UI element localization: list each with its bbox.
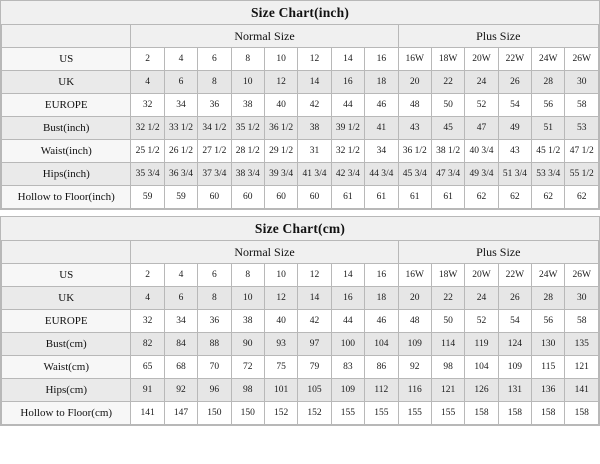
table-cell: 150 bbox=[198, 402, 231, 425]
table-cell: 126 bbox=[465, 379, 498, 402]
table-cell: 72 bbox=[231, 356, 264, 379]
table-cell: 109 bbox=[398, 333, 431, 356]
table-cell: 16 bbox=[365, 264, 398, 287]
table-cell: 18 bbox=[365, 287, 398, 310]
table-cell: 10 bbox=[231, 71, 264, 94]
table-cell: 26 1/2 bbox=[164, 140, 197, 163]
table-cell: 6 bbox=[198, 48, 231, 71]
table-cell: 34 1/2 bbox=[198, 117, 231, 140]
group-header-plus-size: Plus Size bbox=[398, 241, 598, 264]
table-cell: 109 bbox=[331, 379, 364, 402]
table-cell: 16 bbox=[365, 48, 398, 71]
table-cell: 105 bbox=[298, 379, 331, 402]
table-cell: 14 bbox=[298, 71, 331, 94]
table-cell: 41 3/4 bbox=[298, 163, 331, 186]
table-cell: 130 bbox=[532, 333, 565, 356]
row-label: Hips(cm) bbox=[2, 379, 131, 402]
table-cell: 51 bbox=[532, 117, 565, 140]
table-cell: 91 bbox=[131, 379, 164, 402]
table-cell: 50 bbox=[431, 310, 464, 333]
table-cell: 61 bbox=[431, 186, 464, 209]
table-cell: 4 bbox=[131, 71, 164, 94]
table-cell: 44 3/4 bbox=[365, 163, 398, 186]
table-cell: 37 3/4 bbox=[198, 163, 231, 186]
table-cell: 42 bbox=[298, 310, 331, 333]
row-label: UK bbox=[2, 71, 131, 94]
table-cell: 40 bbox=[264, 94, 297, 117]
table-cell: 41 bbox=[365, 117, 398, 140]
table-cell: 121 bbox=[565, 356, 599, 379]
table-row bbox=[2, 71, 599, 94]
table-cell: 131 bbox=[498, 379, 531, 402]
table-cell: 109 bbox=[498, 356, 531, 379]
table-cell: 93 bbox=[264, 333, 297, 356]
table-cell: 33 1/2 bbox=[164, 117, 197, 140]
table-row bbox=[2, 140, 599, 163]
table-cell: 60 bbox=[231, 186, 264, 209]
size-chart-cm-block bbox=[0, 216, 600, 426]
table-cell: 49 bbox=[498, 117, 531, 140]
table-cell: 92 bbox=[164, 379, 197, 402]
table-cell: 6 bbox=[198, 264, 231, 287]
table-cell: 58 bbox=[565, 94, 599, 117]
table-cell: 35 1/2 bbox=[231, 117, 264, 140]
table-cell: 97 bbox=[298, 333, 331, 356]
table-cell: 88 bbox=[198, 333, 231, 356]
table-cell: 38 1/2 bbox=[431, 140, 464, 163]
table-cell: 16 bbox=[331, 71, 364, 94]
table-cell: 119 bbox=[465, 333, 498, 356]
table-cell: 43 bbox=[398, 117, 431, 140]
size-chart-cm-table bbox=[1, 240, 599, 425]
table-cell: 62 bbox=[465, 186, 498, 209]
table-cell: 20 bbox=[398, 71, 431, 94]
table-cell: 16W bbox=[398, 264, 431, 287]
table-cell: 61 bbox=[398, 186, 431, 209]
table-cell: 98 bbox=[231, 379, 264, 402]
table-cell: 16W bbox=[398, 48, 431, 71]
table-cell: 34 bbox=[365, 140, 398, 163]
table-cell: 83 bbox=[331, 356, 364, 379]
table-cell: 45 1/2 bbox=[532, 140, 565, 163]
table-cell: 18W bbox=[431, 264, 464, 287]
table-cell: 24 bbox=[465, 287, 498, 310]
table-cell: 39 1/2 bbox=[331, 117, 364, 140]
table-cell: 59 bbox=[131, 186, 164, 209]
table-cell: 24 bbox=[465, 71, 498, 94]
row-label: Bust(inch) bbox=[2, 117, 131, 140]
table-cell: 61 bbox=[331, 186, 364, 209]
group-header-row bbox=[2, 25, 599, 48]
table-cell: 82 bbox=[131, 333, 164, 356]
table-row bbox=[2, 186, 599, 209]
row-label: EUROPE bbox=[2, 310, 131, 333]
table-cell: 34 bbox=[164, 310, 197, 333]
table-cell: 6 bbox=[164, 287, 197, 310]
table-cell: 32 bbox=[131, 310, 164, 333]
table-cell: 6 bbox=[164, 71, 197, 94]
table-cell: 47 bbox=[465, 117, 498, 140]
table-cell: 79 bbox=[298, 356, 331, 379]
table-cell: 52 bbox=[465, 94, 498, 117]
row-label: EUROPE bbox=[2, 94, 131, 117]
size-chart-inch-title: Size Chart(inch) bbox=[250, 5, 350, 20]
table-cell: 8 bbox=[198, 287, 231, 310]
table-cell: 46 bbox=[365, 94, 398, 117]
table-cell: 62 bbox=[565, 186, 599, 209]
table-cell: 20W bbox=[465, 48, 498, 71]
table-cell: 62 bbox=[532, 186, 565, 209]
table-cell: 30 bbox=[565, 287, 599, 310]
table-cell: 47 3/4 bbox=[431, 163, 464, 186]
table-cell: 101 bbox=[264, 379, 297, 402]
table-cell: 42 bbox=[298, 94, 331, 117]
table-cell: 104 bbox=[365, 333, 398, 356]
table-cell: 20W bbox=[465, 264, 498, 287]
table-corner-cell bbox=[2, 25, 131, 48]
table-cell: 14 bbox=[298, 287, 331, 310]
table-cell: 18 bbox=[365, 71, 398, 94]
table-row bbox=[2, 264, 599, 287]
table-cell: 2 bbox=[131, 264, 164, 287]
table-cell: 36 bbox=[198, 310, 231, 333]
table-cell: 36 bbox=[198, 94, 231, 117]
table-cell: 115 bbox=[532, 356, 565, 379]
table-cell: 75 bbox=[264, 356, 297, 379]
table-row bbox=[2, 379, 599, 402]
table-cell: 135 bbox=[565, 333, 599, 356]
table-cell: 114 bbox=[431, 333, 464, 356]
table-cell: 54 bbox=[498, 94, 531, 117]
table-cell: 12 bbox=[298, 48, 331, 71]
table-cell: 86 bbox=[365, 356, 398, 379]
table-cell: 158 bbox=[532, 402, 565, 425]
table-cell: 116 bbox=[398, 379, 431, 402]
table-cell: 155 bbox=[431, 402, 464, 425]
table-cell: 150 bbox=[231, 402, 264, 425]
size-chart-inch-block bbox=[0, 0, 600, 210]
table-row bbox=[2, 356, 599, 379]
table-cell: 40 3/4 bbox=[465, 140, 498, 163]
table-cell: 2 bbox=[131, 48, 164, 71]
table-cell: 56 bbox=[532, 310, 565, 333]
table-cell: 12 bbox=[264, 287, 297, 310]
table-cell: 44 bbox=[331, 310, 364, 333]
table-cell: 26 bbox=[498, 71, 531, 94]
table-cell: 22W bbox=[498, 264, 531, 287]
table-cell: 155 bbox=[365, 402, 398, 425]
table-cell: 92 bbox=[398, 356, 431, 379]
table-cell: 22 bbox=[431, 287, 464, 310]
table-cell: 121 bbox=[431, 379, 464, 402]
table-cell: 8 bbox=[231, 48, 264, 71]
row-label: US bbox=[2, 48, 131, 71]
group-header-row bbox=[2, 241, 599, 264]
table-cell: 38 3/4 bbox=[231, 163, 264, 186]
table-cell: 29 1/2 bbox=[264, 140, 297, 163]
table-cell: 18W bbox=[431, 48, 464, 71]
table-cell: 70 bbox=[198, 356, 231, 379]
table-cell: 39 3/4 bbox=[264, 163, 297, 186]
table-cell: 28 bbox=[532, 71, 565, 94]
table-cell: 136 bbox=[532, 379, 565, 402]
table-cell: 35 3/4 bbox=[131, 163, 164, 186]
table-cell: 155 bbox=[398, 402, 431, 425]
table-corner-cell bbox=[2, 241, 131, 264]
table-cell: 48 bbox=[398, 94, 431, 117]
row-label: Hollow to Floor(cm) bbox=[2, 402, 131, 425]
table-cell: 112 bbox=[365, 379, 398, 402]
table-cell: 45 3/4 bbox=[398, 163, 431, 186]
table-cell: 55 1/2 bbox=[565, 163, 599, 186]
table-cell: 14 bbox=[331, 264, 364, 287]
table-cell: 152 bbox=[298, 402, 331, 425]
table-cell: 27 1/2 bbox=[198, 140, 231, 163]
table-cell: 155 bbox=[331, 402, 364, 425]
table-cell: 49 3/4 bbox=[465, 163, 498, 186]
table-cell: 65 bbox=[131, 356, 164, 379]
table-cell: 52 bbox=[465, 310, 498, 333]
table-cell: 54 bbox=[498, 310, 531, 333]
group-header-normal-size: Normal Size bbox=[131, 241, 398, 264]
table-cell: 28 1/2 bbox=[231, 140, 264, 163]
table-cell: 53 3/4 bbox=[532, 163, 565, 186]
table-cell: 32 1/2 bbox=[131, 117, 164, 140]
table-cell: 30 bbox=[565, 71, 599, 94]
table-cell: 8 bbox=[198, 71, 231, 94]
table-cell: 10 bbox=[264, 48, 297, 71]
table-cell: 68 bbox=[164, 356, 197, 379]
table-cell: 53 bbox=[565, 117, 599, 140]
table-cell: 31 bbox=[298, 140, 331, 163]
table-cell: 28 bbox=[532, 287, 565, 310]
table-cell: 44 bbox=[331, 94, 364, 117]
table-cell: 45 bbox=[431, 117, 464, 140]
table-cell: 48 bbox=[398, 310, 431, 333]
table-cell: 38 bbox=[231, 94, 264, 117]
table-cell: 158 bbox=[465, 402, 498, 425]
table-cell: 34 bbox=[164, 94, 197, 117]
table-cell: 59 bbox=[164, 186, 197, 209]
row-label: Hips(inch) bbox=[2, 163, 131, 186]
table-cell: 141 bbox=[131, 402, 164, 425]
table-cell: 4 bbox=[131, 287, 164, 310]
table-cell: 22 bbox=[431, 71, 464, 94]
table-cell: 26 bbox=[498, 287, 531, 310]
table-row bbox=[2, 48, 599, 71]
group-header-plus-size: Plus Size bbox=[398, 25, 598, 48]
table-cell: 50 bbox=[431, 94, 464, 117]
table-cell: 90 bbox=[231, 333, 264, 356]
table-cell: 40 bbox=[264, 310, 297, 333]
table-cell: 32 bbox=[131, 94, 164, 117]
table-cell: 38 bbox=[298, 117, 331, 140]
table-cell: 8 bbox=[231, 264, 264, 287]
table-cell: 98 bbox=[431, 356, 464, 379]
row-label: Bust(cm) bbox=[2, 333, 131, 356]
table-cell: 46 bbox=[365, 310, 398, 333]
table-cell: 26W bbox=[565, 264, 599, 287]
group-header-normal-size: Normal Size bbox=[131, 25, 398, 48]
table-cell: 100 bbox=[331, 333, 364, 356]
table-cell: 56 bbox=[532, 94, 565, 117]
table-cell: 10 bbox=[231, 287, 264, 310]
table-cell: 152 bbox=[264, 402, 297, 425]
table-row bbox=[2, 287, 599, 310]
table-cell: 147 bbox=[164, 402, 197, 425]
table-cell: 24W bbox=[532, 48, 565, 71]
table-cell: 25 1/2 bbox=[131, 140, 164, 163]
table-row bbox=[2, 94, 599, 117]
table-cell: 14 bbox=[331, 48, 364, 71]
row-label: Waist(inch) bbox=[2, 140, 131, 163]
table-cell: 60 bbox=[198, 186, 231, 209]
table-cell: 36 1/2 bbox=[264, 117, 297, 140]
table-cell: 26W bbox=[565, 48, 599, 71]
table-cell: 36 3/4 bbox=[164, 163, 197, 186]
table-cell: 10 bbox=[264, 264, 297, 287]
table-cell: 36 1/2 bbox=[398, 140, 431, 163]
table-cell: 4 bbox=[164, 264, 197, 287]
row-label: UK bbox=[2, 287, 131, 310]
table-cell: 60 bbox=[298, 186, 331, 209]
table-row bbox=[2, 402, 599, 425]
table-cell: 51 3/4 bbox=[498, 163, 531, 186]
table-cell: 42 3/4 bbox=[331, 163, 364, 186]
table-cell: 124 bbox=[498, 333, 531, 356]
table-cell: 22W bbox=[498, 48, 531, 71]
table-cell: 58 bbox=[565, 310, 599, 333]
table-cell: 61 bbox=[365, 186, 398, 209]
table-cell: 104 bbox=[465, 356, 498, 379]
table-cell: 96 bbox=[198, 379, 231, 402]
table-cell: 47 1/2 bbox=[565, 140, 599, 163]
table-cell: 38 bbox=[231, 310, 264, 333]
row-label: Waist(cm) bbox=[2, 356, 131, 379]
table-cell: 62 bbox=[498, 186, 531, 209]
table-cell: 16 bbox=[331, 287, 364, 310]
table-cell: 12 bbox=[264, 71, 297, 94]
row-label: US bbox=[2, 264, 131, 287]
table-cell: 12 bbox=[298, 264, 331, 287]
table-cell: 158 bbox=[565, 402, 599, 425]
table-cell: 158 bbox=[498, 402, 531, 425]
table-row bbox=[2, 117, 599, 140]
table-row bbox=[2, 163, 599, 186]
table-cell: 43 bbox=[498, 140, 531, 163]
table-cell: 24W bbox=[532, 264, 565, 287]
table-cell: 4 bbox=[164, 48, 197, 71]
table-cell: 141 bbox=[565, 379, 599, 402]
row-label: Hollow to Floor(inch) bbox=[2, 186, 131, 209]
table-cell: 20 bbox=[398, 287, 431, 310]
table-row bbox=[2, 333, 599, 356]
size-chart-cm-title: Size Chart(cm) bbox=[254, 221, 346, 236]
table-cell: 32 1/2 bbox=[331, 140, 364, 163]
table-cell: 60 bbox=[264, 186, 297, 209]
table-row bbox=[2, 310, 599, 333]
table-cell: 84 bbox=[164, 333, 197, 356]
size-chart-inch-table bbox=[1, 24, 599, 209]
